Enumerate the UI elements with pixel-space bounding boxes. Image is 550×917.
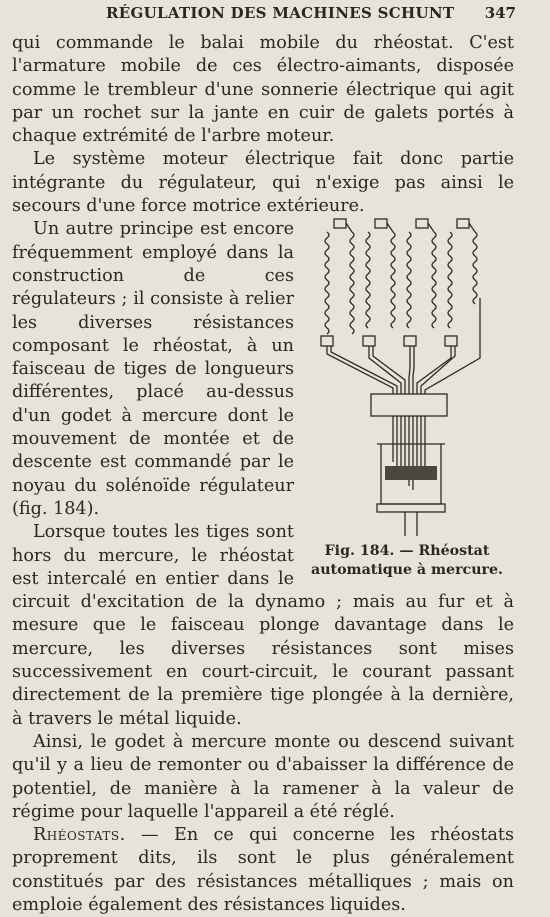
paragraph-6-text: — En ce qui concerne les rhéostats proprement dits, ils sont le plus généralement constitués par des résistances métalliques ; mais on emploie également des résistances liquides. xyxy=(12,825,514,915)
running-title: RÉGULATION DES MACHINES SCHUNT xyxy=(106,4,455,22)
figure-caption-line-1: Fig. 184. — Rhéostat xyxy=(324,543,490,560)
paragraph-5: Ainsi, le godet à mercure monte ou descend suivant qu'il y a lieu de remonter ou d'abaisser la différence de potentiel, de manière à la ramener à la valeur de régime pour laquelle l'appareil a été réglé. xyxy=(12,731,514,822)
paragraph-4: Lorsque toutes les tiges sont hors du mercure, le rhéostat est intercalé en entier dans le circuit d'excitation de la dynamo ; mais au fur et à mesure que le faisceau plonge davantage dans le mercure, les diverses résistances sont mises successivement en court-circuit, le courant passant directement de la première tige plongée à la dernière, à travers le métal liquide. xyxy=(12,522,514,729)
paragraph-2-text: Le système moteur électrique fait donc partie intégrante du régulateur, qui n'exige pas ainsi le secours d'une force motrice extérieure. xyxy=(12,149,514,217)
page-body xyxy=(12,32,514,917)
page-number: 347 xyxy=(484,4,516,22)
section-lead: Rhéostats. xyxy=(33,825,126,846)
rheostat-mercury-illustration xyxy=(315,218,505,538)
figure-184 xyxy=(300,218,514,579)
page-header xyxy=(0,4,550,26)
paragraph-6 xyxy=(12,824,514,917)
figure-caption xyxy=(300,542,514,580)
paragraph-3: Un autre principe est encore fréquemment employé dans la construction de ces régulateurs ; il consiste à relier les diverses résistances composant le rhéostat, à un faisceau de tiges de longueurs différentes, placé au-dessus d'un godet à mercure dont le mouvement de montée et de descente est commandé par le noyau du solénoïde régulateur (fig. 184). xyxy=(12,219,294,519)
paragraph-1: qui commande le balai mobile du rhéostat. C'est l'armature mobile de ces électro-aimants, disposée comme le trembleur d'une sonnerie électrique qui agit par un rochet sur la jante en cuir de galets portés à chaque extrémité de l'arbre moteur. xyxy=(12,33,514,147)
paragraph-2 xyxy=(12,148,514,218)
figure-caption-line-2: automatique à mercure. xyxy=(311,562,503,579)
